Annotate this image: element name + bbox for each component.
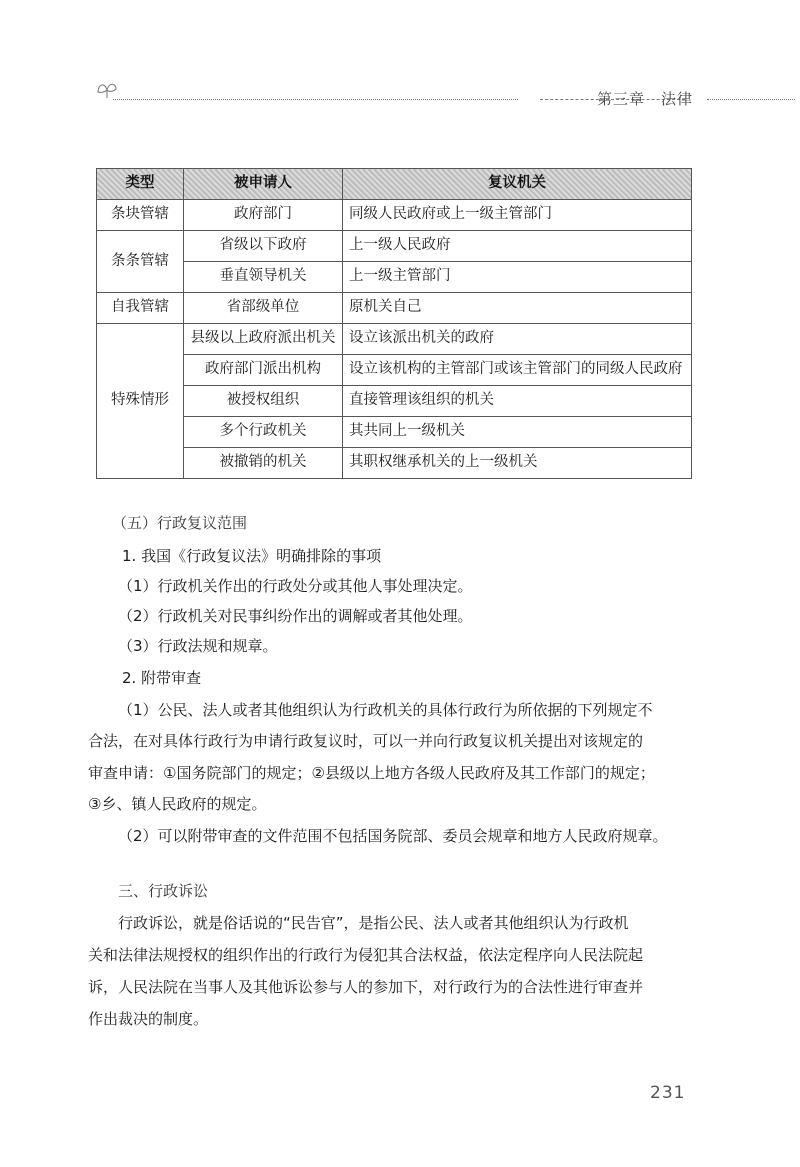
column-header-organ: 复议机关 [343,169,692,200]
paragraph-line: 合法，在对具体行政行为申请行政复议时，可以一并向行政复议机关提出对该规定的 [88,732,644,750]
paragraph-line: （2）可以附带审查的文件范围不包括国务院部、委员会规章和地方人民政府规章。 [118,827,668,845]
column-header-type: 类型 [97,169,184,200]
leaf-ornament-icon [95,78,119,100]
paragraph-line: 诉，人民法院在当事人及其他诉讼参与人的参加下，对行政行为的合法性进行审查并 [88,978,644,996]
paragraph-line: （1）公民、法人或者其他组织认为行政机关的具体行政行为所依据的下列规定不 [118,701,653,719]
organ-cell: 其职权继承机关的上一级机关 [343,448,692,479]
table-row [97,355,692,386]
organ-cell: 上一级人民政府 [343,231,692,262]
subsection-heading: 2. 附带审查 [122,669,202,687]
paragraph-line: 审查申请：①国务院部门的规定；②县级以上地方各级人民政府及其工作部门的规定； [88,764,655,782]
type-cell: 条条管辖 [97,231,184,293]
applicant-cell: 县级以上政府派出机关 [184,324,343,355]
table-row [97,262,692,293]
paragraph-line: 关和法律法规授权的组织作出的行政行为侵犯其合法权益，依法定程序向人民法院起 [88,946,644,964]
page-number: 231 [650,1083,686,1103]
applicant-cell: 省部级单位 [184,293,343,324]
organ-cell: 设立该机构的主管部门或该主管部门的同级人民政府 [343,355,692,386]
paragraph-line: 作出裁决的制度。 [88,1010,209,1028]
type-cell: 条块管辖 [97,200,184,231]
applicant-cell: 被授权组织 [184,386,343,417]
running-header [95,78,795,108]
organ-cell: 上一级主管部门 [343,262,692,293]
chapter-topic: 法律 [661,90,694,108]
table-row [97,200,692,231]
applicant-cell: 政府部门派出机构 [184,355,343,386]
section-heading: 三、行政诉讼 [118,882,209,900]
table-header-row [97,169,692,200]
applicant-cell: 被撤销的机关 [184,448,343,479]
applicant-cell: 多个行政机关 [184,417,343,448]
table-row [97,448,692,479]
applicant-cell: 政府部门 [184,200,343,231]
paragraph-line: 行政诉讼，就是俗话说的“民告官”，是指公民、法人或者其他组织认为行政机 [118,914,629,932]
list-item: （3）行政法规和规章。 [118,637,278,655]
table-row [97,324,692,355]
organ-cell: 原机关自己 [343,293,692,324]
applicant-cell: 省级以下政府 [184,231,343,262]
table-row [97,386,692,417]
column-header-applicant: 被申请人 [184,169,343,200]
list-item: （2）行政机关对民事纠纷作出的调解或者其他处理。 [118,607,473,625]
chapter-number: 第三章 [597,90,646,108]
table-row [97,293,692,324]
table-row [97,231,692,262]
organ-cell: 直接管理该组织的机关 [343,386,692,417]
review-organ-table [96,168,692,479]
organ-cell: 设立该派出机关的政府 [343,324,692,355]
list-item: （1）行政机关作出的行政处分或其他人事处理决定。 [118,577,473,595]
applicant-cell: 垂直领导机关 [184,262,343,293]
header-rule [707,99,795,100]
subsection-heading: 1. 我国《行政复议法》明确排除的事项 [122,547,382,565]
type-cell: 自我管辖 [97,293,184,324]
section-heading: （五）行政复议范围 [112,514,248,532]
header-rule [113,99,518,100]
chapter-label [597,88,693,109]
type-cell: 特殊情形 [97,324,184,479]
table-row [97,417,692,448]
organ-cell: 其共同上一级机关 [343,417,692,448]
organ-cell: 同级人民政府或上一级主管部门 [343,200,692,231]
paragraph-line: ③乡、镇人民政府的规定。 [88,795,267,813]
